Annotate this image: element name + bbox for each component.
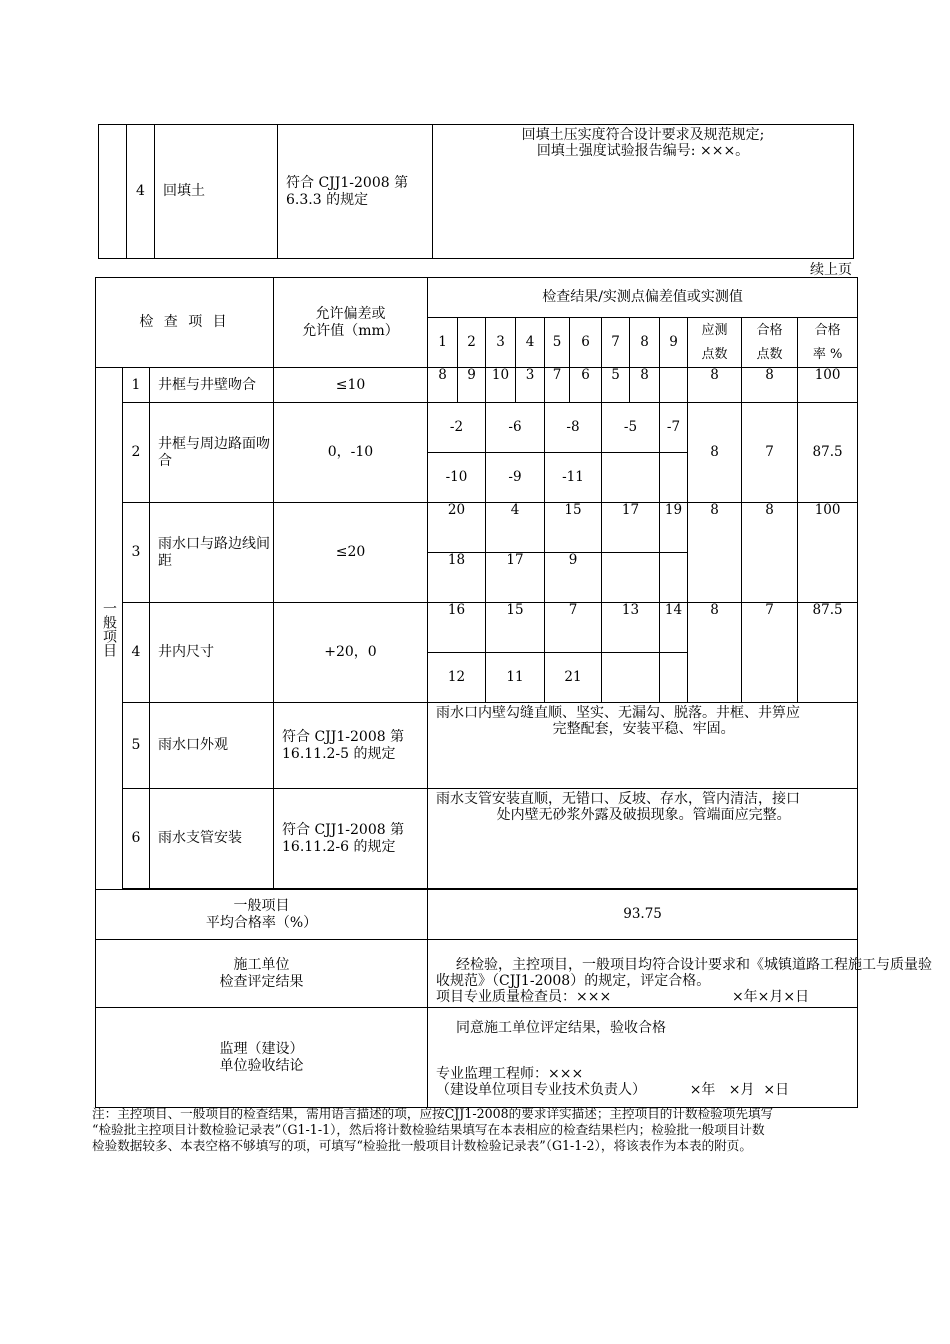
row-val: -8 <box>545 403 602 453</box>
row-val <box>602 653 660 703</box>
row-val: -11 <box>545 453 602 503</box>
continued-label: 续上页 <box>810 262 852 278</box>
row-pass: 7 <box>742 403 798 503</box>
row-rate: 87.5 <box>798 603 858 703</box>
row-val: 21 <box>545 653 602 703</box>
row-result-line: 雨水口内壁勾缝直顺、坚实、无漏勾、脱落。井框、井箅应 <box>436 705 800 721</box>
row-no: 3 <box>123 503 150 603</box>
row-val: 3 <box>516 368 545 403</box>
top-index: 4 <box>127 125 155 259</box>
row-val <box>660 453 688 503</box>
col-header: 1 <box>428 318 458 368</box>
row-val: -10 <box>428 453 486 503</box>
row-val: 9 <box>545 553 602 603</box>
construction-date: ×年×月×日 <box>731 988 810 1005</box>
row-name: 井框与井壁吻合 <box>150 368 274 403</box>
row-result-line: 雨水支管安装直顺，无错口、反坡、存水，管内清洁，接口 <box>436 791 800 807</box>
construction-label <box>96 940 428 1008</box>
col-header: 7 <box>602 318 630 368</box>
row-val: 7 <box>545 603 602 653</box>
row-val: 5 <box>602 368 630 403</box>
row-val <box>602 553 660 603</box>
header-should-line: 点数 <box>701 346 728 362</box>
supervision-label <box>96 1008 428 1108</box>
top-result <box>433 125 854 259</box>
header-pass-count <box>742 318 798 368</box>
row-pass: 7 <box>742 603 798 703</box>
header-should-count <box>688 318 742 368</box>
construction-text-line: 经检验，主控项目，一般项目均符合设计要求和《城镇道路工程施工与质量验 <box>456 956 932 973</box>
row-allow: 符合 CJJ1-2008 第16.11.2-6 的规定 <box>274 789 428 889</box>
top-standard: 符合 CJJ1-2008 第6.3.3 的规定 <box>278 125 433 259</box>
row-val: 4 <box>486 503 545 553</box>
row-rate: 100 <box>798 368 858 403</box>
row-val: 17 <box>602 503 660 553</box>
header-rate-line: 率 % <box>812 346 843 362</box>
main-table <box>95 277 932 1108</box>
row-result-text <box>428 789 858 889</box>
row-val: 18 <box>428 553 486 603</box>
supervision-engineer: 专业监理工程师：××× <box>436 1066 584 1083</box>
row-val: -9 <box>486 453 545 503</box>
notes <box>92 1106 862 1154</box>
row-name: 井内尺寸 <box>150 603 274 703</box>
construction-label-line: 施工单位 <box>233 957 290 974</box>
section-label: 一般项目 <box>101 600 118 657</box>
col-header: 5 <box>545 318 570 368</box>
header-results: 检查结果/实测点偏差值或实测值 <box>428 278 858 318</box>
row-val: 15 <box>486 603 545 653</box>
col-header: 4 <box>516 318 545 368</box>
row-no: 1 <box>123 368 150 403</box>
row-val: -7 <box>660 403 688 453</box>
row-val: 14 <box>660 603 688 653</box>
row-should: 8 <box>688 603 742 703</box>
top-blank-cell <box>99 125 127 259</box>
supervision-text: 同意施工单位评定结果，验收合格 <box>456 1020 666 1036</box>
header-should-line: 应测 <box>701 322 728 338</box>
supervision-engineer2: （建设单位项目专业技术负责人） <box>436 1082 646 1099</box>
row-no: 5 <box>123 703 150 789</box>
row-val: 8 <box>630 368 660 403</box>
header-check-item: 检 查 项 目 <box>96 278 274 368</box>
row-val: 9 <box>458 368 486 403</box>
row-name: 雨水口与路边线间距 <box>150 503 274 603</box>
construction-sign-row <box>436 989 849 1005</box>
row-val: 12 <box>428 653 486 703</box>
col-header: 3 <box>486 318 516 368</box>
header-pass-line: 点数 <box>756 346 783 362</box>
header-allowance <box>274 278 428 368</box>
col-header: 8 <box>630 318 660 368</box>
construction-text-line: 收规范》（CJJ1-2008）的规定，评定合格。 <box>436 972 711 989</box>
row-val <box>602 453 660 503</box>
row-name: 雨水支管安装 <box>150 789 274 889</box>
construction-label-line: 检查评定结果 <box>219 973 304 990</box>
col-header: 2 <box>458 318 486 368</box>
col-header: 6 <box>570 318 602 368</box>
row-allow: +20，0 <box>274 603 428 703</box>
row-allow: 0，-10 <box>274 403 428 503</box>
construction-result <box>428 940 932 1008</box>
row-should: 8 <box>688 503 742 603</box>
row-val <box>660 368 688 403</box>
row-no: 6 <box>123 789 150 889</box>
row-val: 11 <box>486 653 545 703</box>
row-val: 13 <box>602 603 660 653</box>
header-allow-line: 允许值（mm） <box>302 322 399 339</box>
row-val: -2 <box>428 403 486 453</box>
top-result-line: 回填土强度试验报告编号: ×××。 <box>536 143 750 160</box>
row-no: 4 <box>123 603 150 703</box>
row-val <box>660 553 688 603</box>
row-result-line: 完整配套，安装平稳、牢固。 <box>552 721 735 738</box>
row-val: -6 <box>486 403 545 453</box>
note-line: 检验数据较多、本表空格不够填写的项，可填写“检验批一般项目计数检验记录表”（G1-1-2），将该表作为本表的附页。 <box>92 1138 752 1153</box>
row-should: 8 <box>688 368 742 403</box>
supervision-result <box>428 1008 858 1108</box>
note-line: “检验批主控项目计数检验记录表”（G1-1-1），然后将计数检验结果填写在本表相应的检查结果栏内；检验批一般项目计数 <box>92 1122 765 1137</box>
row-val: 15 <box>545 503 602 553</box>
row-rate: 87.5 <box>798 403 858 503</box>
avg-value: 93.75 <box>428 890 858 940</box>
row-allow: ≤10 <box>274 368 428 403</box>
supervision-sign-row <box>436 1082 849 1098</box>
row-name: 井框与周边路面吻合 <box>150 403 274 503</box>
header-pass-rate <box>798 318 858 368</box>
avg-label <box>96 890 428 940</box>
row-allow: ≤20 <box>274 503 428 603</box>
row-name: 雨水口外观 <box>150 703 274 789</box>
row-val: 8 <box>428 368 458 403</box>
row-rate: 100 <box>798 503 858 603</box>
row-allow: 符合 CJJ1-2008 第16.11.2-5 的规定 <box>274 703 428 789</box>
top-table <box>98 124 854 259</box>
header-rate-line: 合格 <box>814 322 841 338</box>
header-allow-line: 允许偏差或 <box>315 306 386 323</box>
supervision-date: ×年 ×月 ×日 <box>689 1082 790 1099</box>
row-val: 19 <box>660 503 688 553</box>
row-pass: 8 <box>742 503 798 603</box>
col-header: 9 <box>660 318 688 368</box>
row-val: -5 <box>602 403 660 453</box>
top-item-name: 回填土 <box>155 125 278 259</box>
row-should: 8 <box>688 403 742 503</box>
row-val: 17 <box>486 553 545 603</box>
row-val: 16 <box>428 603 486 653</box>
row-result-line: 处内壁无砂浆外露及破损现象。管端面应完整。 <box>496 807 791 824</box>
supervision-label-line: 监理（建设） <box>219 1041 304 1058</box>
row-val: 7 <box>545 368 570 403</box>
row-pass: 8 <box>742 368 798 403</box>
avg-label-line: 平均合格率（%） <box>205 914 318 931</box>
avg-label-line: 一般项目 <box>233 898 290 915</box>
row-val <box>660 653 688 703</box>
row-no: 2 <box>123 403 150 503</box>
supervision-label-line: 单位验收结论 <box>219 1057 304 1074</box>
row-val: 10 <box>486 368 516 403</box>
section-label-cell <box>96 368 123 890</box>
row-val: 20 <box>428 503 486 553</box>
construction-inspector: 项目专业质量检查员：××× <box>436 988 612 1005</box>
row-result-text <box>428 703 858 789</box>
top-result-line: 回填土压实度符合设计要求及规范规定; <box>521 127 765 143</box>
note-line: 注：主控项目、一般项目的检查结果，需用语言描述的项，应按CJJ1-2008的要求详实描述；主控项目的计数检验项先填写 <box>92 1106 774 1121</box>
header-pass-line: 合格 <box>756 322 783 338</box>
row-val: 6 <box>570 368 602 403</box>
